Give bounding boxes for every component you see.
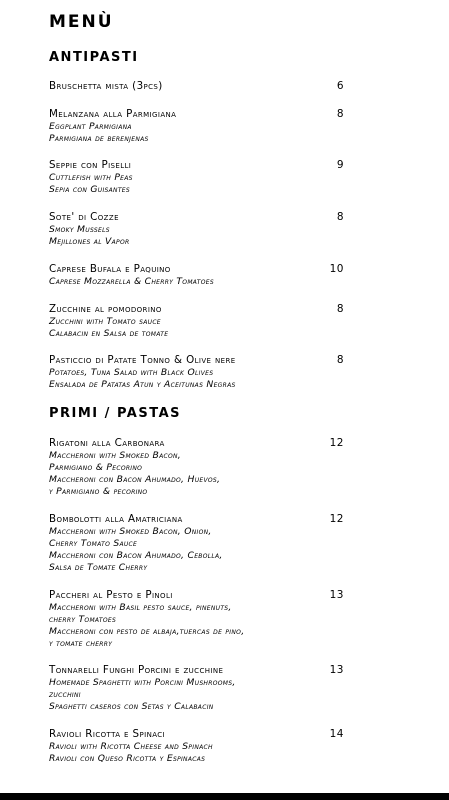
item-name: Rigatoni alla Carbonara bbox=[49, 437, 165, 449]
item-description: Calabacin en Salsa de tomate bbox=[49, 328, 169, 339]
menu-item bbox=[49, 159, 344, 196]
item-description: Eggplant Parmigiana bbox=[49, 121, 132, 132]
item-name: Pasticcio di Patate Tonno & Olive nere bbox=[49, 354, 236, 366]
item-description: Maccheroni with Basil pesto sauce, pinenuts, bbox=[49, 602, 232, 613]
item-description: zucchini bbox=[49, 689, 81, 700]
item-description: Maccheroni con Bacon Ahumado, Cebolla, bbox=[49, 550, 223, 561]
item-description: Salsa de Tomate Cherry bbox=[49, 562, 148, 573]
item-name: Melanzana alla Parmigiana bbox=[49, 108, 177, 120]
item-price: 8 bbox=[336, 354, 344, 366]
item-price: 14 bbox=[329, 728, 344, 740]
item-description: Maccheroni con pesto de albaja,tuercas de pino, bbox=[49, 626, 245, 637]
bottom-bar bbox=[0, 793, 449, 800]
menu-item bbox=[49, 263, 344, 288]
item-name: Caprese Bufala e Paquino bbox=[49, 263, 171, 275]
item-description: Parmigiano & Pecorino bbox=[49, 462, 143, 473]
item-description: Homemade Spaghetti with Porcini Mushrooms, bbox=[49, 677, 236, 688]
item-description: y tomate cherry bbox=[49, 638, 113, 649]
item-description: Smoky Mussels bbox=[49, 224, 110, 235]
menu-item bbox=[49, 211, 344, 248]
item-name: Ravioli Ricotta e Spinaci bbox=[49, 728, 166, 740]
item-description: Ensalada de Patatas Atun y Aceitunas Negras bbox=[49, 379, 236, 390]
item-description: cherry Tomatoes bbox=[49, 614, 117, 625]
menu-item bbox=[49, 664, 344, 713]
menu-item bbox=[49, 513, 344, 574]
item-name: Bruschetta mista (3pcs) bbox=[49, 80, 163, 92]
item-price: 8 bbox=[336, 108, 344, 120]
item-name: Seppie con Piselli bbox=[49, 159, 132, 171]
item-name: Zucchine al pomodorino bbox=[49, 303, 162, 315]
menu-item bbox=[49, 728, 344, 765]
item-price: 10 bbox=[329, 263, 344, 275]
item-price: 8 bbox=[336, 303, 344, 315]
item-description: Ravioli with Ricotta Cheese and Spinach bbox=[49, 741, 213, 752]
menu-item bbox=[49, 589, 344, 650]
item-name: Paccheri al Pesto e Pinoli bbox=[49, 589, 173, 601]
item-description: Maccheroni with Smoked Bacon, bbox=[49, 450, 182, 461]
item-description: Maccheroni con Bacon Ahumado, Huevos, bbox=[49, 474, 221, 485]
menu-item bbox=[49, 437, 344, 498]
item-price: 6 bbox=[336, 80, 344, 92]
item-description: Cuttlefish with Peas bbox=[49, 172, 133, 183]
item-name: Bombolotti alla Amatriciana bbox=[49, 513, 183, 525]
menu-item bbox=[49, 108, 344, 145]
menu-item bbox=[49, 80, 344, 93]
item-price: 9 bbox=[336, 159, 344, 171]
item-price: 12 bbox=[329, 513, 344, 525]
item-description: Cherry Tomato Sauce bbox=[49, 538, 138, 549]
menu-item bbox=[49, 354, 344, 391]
item-description: y Parmigiano & pecorino bbox=[49, 486, 148, 497]
item-name: Tonnarelli Funghi Porcini e zucchine bbox=[49, 664, 224, 676]
item-description: Zucchini with Tomato sauce bbox=[49, 316, 161, 327]
item-description: Mejillones al Vapor bbox=[49, 236, 130, 247]
item-description: Parmigiana de berenjenas bbox=[49, 133, 149, 144]
item-price: 13 bbox=[329, 589, 344, 601]
page-title: MENÙ bbox=[49, 12, 114, 32]
item-description: Sepia con Guisantes bbox=[49, 184, 131, 195]
item-price: 13 bbox=[329, 664, 344, 676]
item-description: Caprese Mozzarella & Cherry Tomatoes bbox=[49, 276, 214, 287]
item-description: Spaghetti caseros con Setas y Calabacin bbox=[49, 701, 214, 712]
section-heading-antipasti: ANTIPASTI bbox=[49, 50, 139, 65]
item-name: Sote' di Cozze bbox=[49, 211, 119, 223]
item-price: 8 bbox=[336, 211, 344, 223]
item-price: 12 bbox=[329, 437, 344, 449]
section-heading-primi: PRIMI / PASTAS bbox=[49, 406, 181, 421]
item-description: Maccheroni with Smoked Bacon, Onion, bbox=[49, 526, 212, 537]
item-description: Ravioli con Queso Ricotta y Espinacas bbox=[49, 753, 206, 764]
menu-item bbox=[49, 303, 344, 340]
item-description: Potatoes, Tuna Salad with Black Olives bbox=[49, 367, 214, 378]
